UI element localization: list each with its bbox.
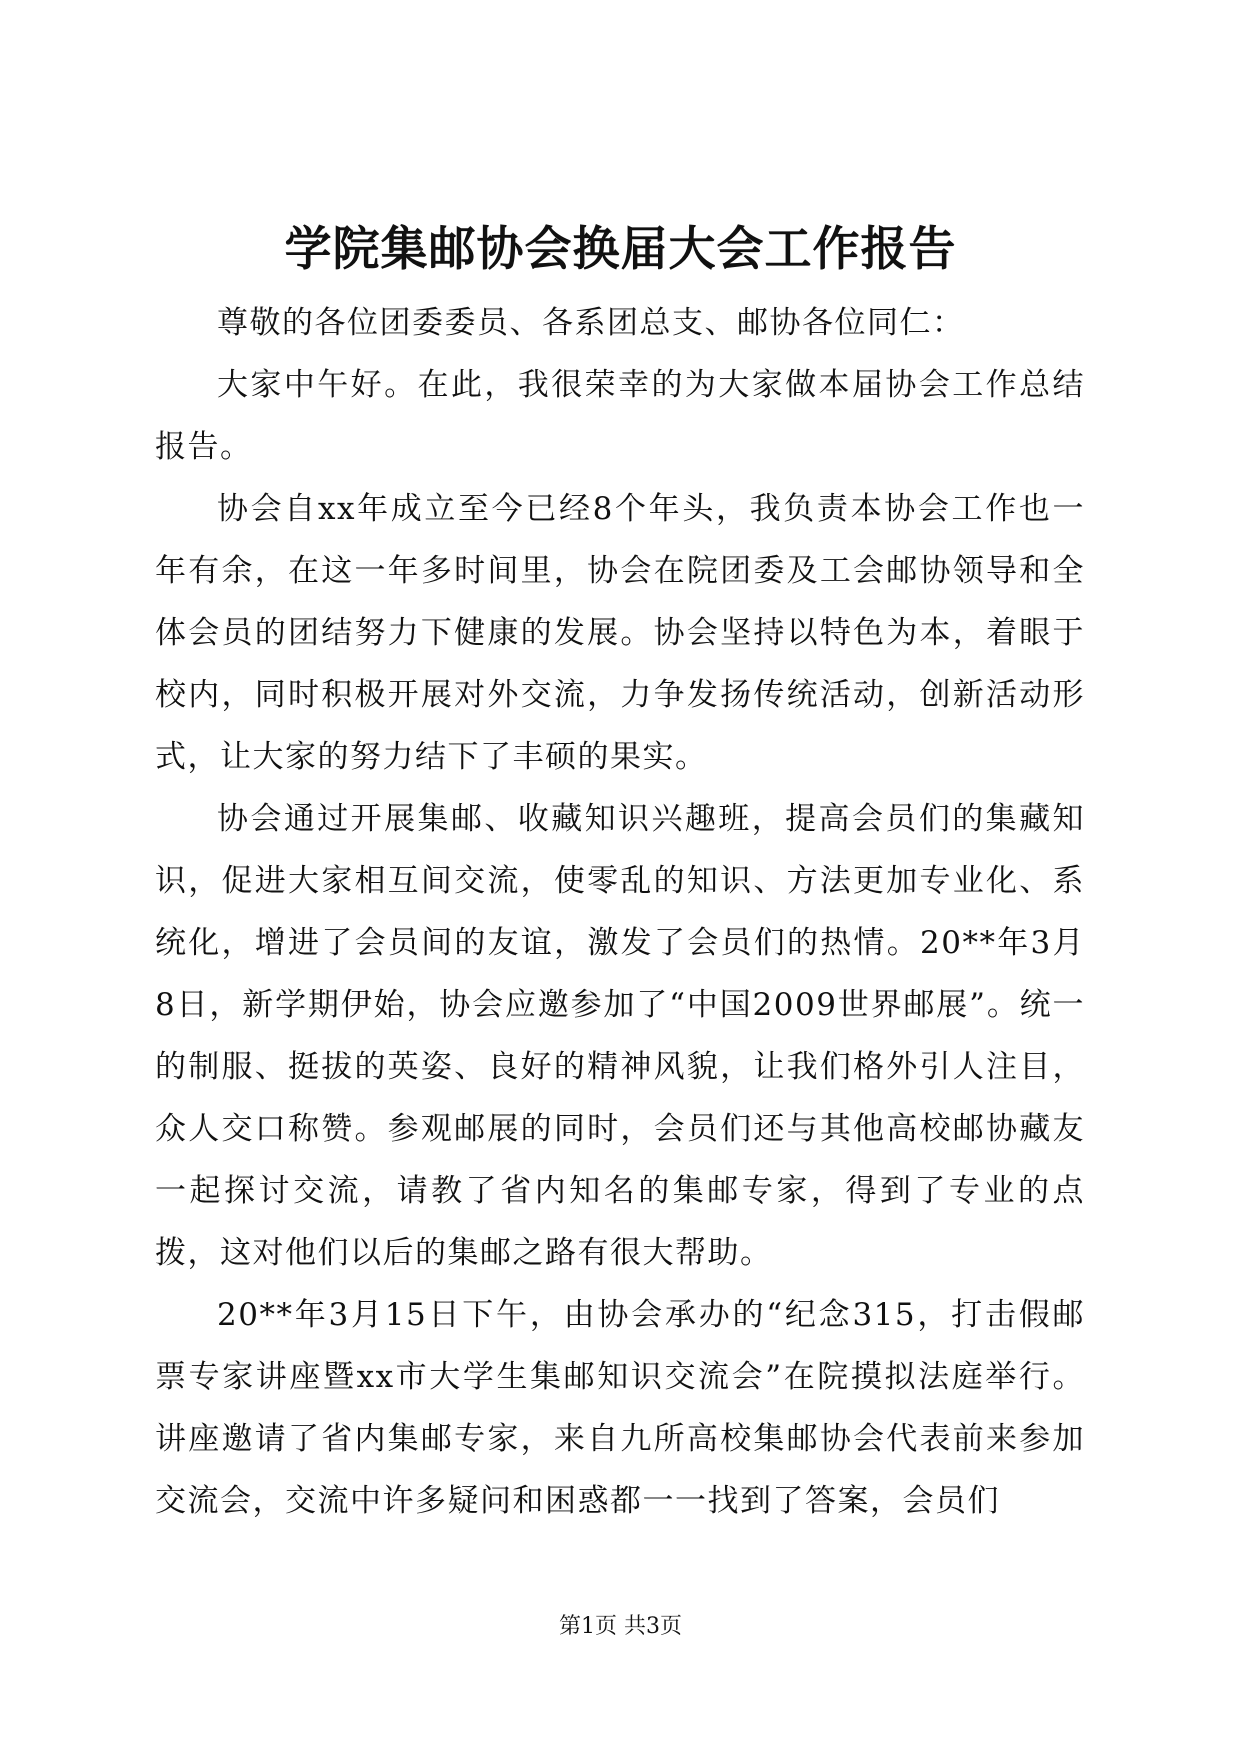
body-paragraph: 20**年3月15日下午，由协会承办的“纪念315，打击假邮票专家讲座暨xx市大学生集邮知识交流会”在院摸拟法庭举行。讲座邀请了省内集邮专家，来自九所高校集邮协会代表前来参加交流会，交流中许多疑问和困惑都一一找到了答案，会员们 [155, 1297, 1085, 1519]
greeting-paragraph: 大家中午好。在此，我很荣幸的为大家做本届协会工作总结报告。 [155, 367, 1085, 465]
page-number-footer: 第1页 共3页 [559, 1614, 682, 1639]
body-paragraph: 协会通过开展集邮、收藏知识兴趣班，提高会员们的集藏知识，促进大家相互间交流，使零乱的知识、方法更加专业化、系统化，增进了会员间的友谊，激发了会员们的热情。20**年3月8日，新学期伊始，协会应邀参加了“中国2009世界邮展”。统一的制服、挺拔的英姿、良好的精神风貌，让我们格外引人注目，众人交口称赞。参观邮展的同时，会员们还与其他高校邮协藏友一起探讨交流，请教了省内知名的集邮专家，得到了专业的点拨，这对他们以后的集邮之路有很大帮助。 [155, 801, 1085, 1271]
document-body [155, 292, 1085, 1532]
body-paragraph: 协会自xx年成立至今已经8个年头，我负责本协会工作也一年有余，在这一年多时间里，协会在院团委及工会邮协领导和全体会员的团结努力下健康的发展。协会坚持以特色为本，着眼于校内，同时积极开展对外交流，力争发扬传统活动，创新活动形式，让大家的努力结下了丰硕的果实。 [155, 491, 1085, 775]
salutation-paragraph: 尊敬的各位团委委员、各系团总支、邮协各位同仁： [217, 305, 965, 341]
document-title: 学院集邮协会换届大会工作报告 [284, 222, 957, 277]
